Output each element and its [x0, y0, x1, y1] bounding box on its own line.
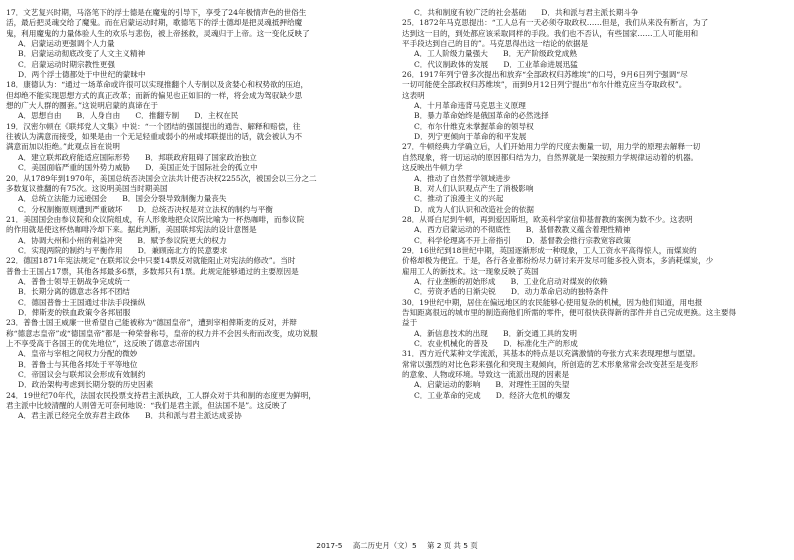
question-text-line: 常常以强烈的对比色彩来强化和突现主观倾向，所创造的艺术形象常常会改变甚至是变形 [402, 359, 699, 369]
question-text-line: 17．文艺复兴时期，马洛笔下的浮士德是在魔鬼的引导下，享受了24年极情声色的世俗生 [6, 8, 307, 17]
right-column [402, 8, 780, 401]
question-text-line: 23．普鲁士国王威廉一世希望自己能被称为“德国皇帝”，遭到宰相俾斯麦的反对，并辩 [6, 318, 297, 328]
question-text-line: 鬼，利用魔鬼的力量体验人生的欢乐与悲伤，被上帝拯救，灵魂归于上帝。这一变化反映了 [6, 28, 310, 38]
answer-option-line: A．协调大州和小州的利益冲突 B．赋予参议院更大的权力 [18, 235, 227, 245]
answer-option-line: A．思想自由 B．人身自由 C．推翻专制 D．主权在民 [18, 111, 239, 121]
question-text-line: 31．西方近代某种文学流派，其基本的特点是以充满激情的夸张方式来表现理想与愿望。 [402, 349, 701, 359]
answer-option-line: B．暴力革命始终是俄国革命的必然选择 [414, 111, 549, 121]
question-text-line: 想的广大人群的圈套。”这说明启蒙的真谛在于 [6, 101, 158, 111]
answer-option-line: A．工人阶级力量强大 B．无产阶级政党成熟 [414, 49, 577, 59]
answer-option-line: C．帝国议会与联邦议会形成有效制约 [18, 370, 146, 380]
question-text-line: 满意而加以拒绝。”此观点旨在说明 [6, 142, 120, 152]
question-text-line: 上不享受高于各国王的优先地位”，这反映了德意志帝国内 [6, 339, 200, 348]
question-text-line: 往被认为满意而接受，如果是由一个无足轻重或弱小的州或邦联提出的话，就会被认为不 [6, 132, 303, 142]
question-text-line: 活，最后把灵魂交给了魔鬼。而在启蒙运动时期，歌德笔下的浮士德却是把灵魂抵押给魔 [6, 18, 303, 28]
question-text-line: 自然现象，将一切运动的原因都归结为力，自然界就是一架按照力学规律运动着的机器。 [402, 152, 699, 162]
footer-subject: 高二历史月（文）5 [352, 541, 417, 550]
answer-option-line: D．两个浮士德都处于中世纪的蒙昧中 [18, 70, 146, 80]
answer-option-line: A．总统立法能力远逊国会 B．国会分裂导致制衡力量丧失 [18, 194, 227, 204]
answer-option-line: C．布尔什维克未掌握革命的领导权 [414, 121, 534, 131]
answer-option-line: C．工业革命的完成 D．经济大危机的爆发 [414, 390, 571, 400]
answer-option-line: C．德国普鲁士王国通过非法手段操纵 [18, 297, 146, 307]
answer-option-line: C．实现两院的制约与平衡作用 D．兼顾南北方的民意要求 [18, 245, 228, 255]
answer-option-line: A．建立联邦政府能适应国际形势 B．邦联政府阻碍了国家政治独立 [18, 152, 257, 162]
answer-option-line: A．普鲁士领导王朝战争完成统一 [18, 276, 130, 286]
answer-option-line: C．劳资矛盾的日渐尖锐 D．动力革命启动的独特条件 [414, 287, 609, 297]
footer-code: 2017-5 [316, 541, 343, 550]
question-text-line: 平手段达到自己的目的”。马克思得出这一结论的依据是 [402, 39, 589, 49]
question-text-line: 一切可能使全部政权归苏维埃”，而到9月12日列宁提出“布尔什维克应当夺取政权”。 [402, 80, 687, 90]
question-text-line: 告知距离很远的城市里的制造商他们所需的零件，便可很快获得新的部件并自己完成更换。这主要得 [402, 307, 737, 317]
question-text-line: 28．从哥白尼到牛顿，再到爱因斯坦，欧美科学家信仰基督教的案例为数不少。这表明 [402, 214, 693, 224]
answer-option-line: A．推动了自然哲学领域进步 [414, 173, 511, 183]
answer-option-line: C．启蒙运动时期宗教性更强 [18, 59, 115, 69]
answer-option-line: A．皇帝与宰相之间权力分配的微妙 [18, 349, 138, 359]
question-text-line: 25．1872年马克思提出：“工人总有一天必须夺取政权……但是，我们从来没有断言，为了 [402, 18, 709, 28]
page-footer [0, 540, 794, 551]
answer-option-line: A．西方启蒙运动的不彻底性 B．基督教教义蕴含着理性精神 [414, 225, 631, 235]
answer-option-line: C．推动了浪漫主义的兴起 [414, 194, 504, 204]
answer-option-line: A．启蒙运动更强调个人力量 [18, 39, 115, 49]
question-text-line: 22．德国1871年宪法规定“在联邦议会中只要14票反对就能阻止对宪法的修改”。当时 [6, 256, 296, 266]
answer-option-line: D．政治架构考虑到长期分裂的历史因素 [18, 380, 154, 390]
answer-option-line: D．成为人们认识和改造社会的依据 [414, 204, 534, 214]
answer-option-line: C．美国面临严重的国外势力威胁 D．美国正处于国际社会的孤立中 [18, 163, 258, 173]
question-text-line: 但却绝不能实现思想方式的真正改革；而新的偏见也正如旧的一样，将会成为驾驭缺少思 [6, 90, 303, 100]
question-text-line: 的作用就是使这杯热咖啡冷却下来。据此判断，美国联邦宪法的设计意图是 [6, 225, 257, 235]
answer-option-line: B．启蒙运动彻底改变了人文主义精神 [18, 49, 146, 59]
question-text-line: 普鲁士王国占17票，其他各邦最多6票，多数邦只有1票。此规定能够通过的主要原因是 [6, 266, 299, 276]
question-text-line: 27．牛顿经典力学确立后，人们开始用力学的尺度去衡量一切，用力学的原理去解释一切 [402, 142, 701, 152]
question-text-line: 价格却极为便宜。于是，各行各业都纷纷尽力研讨来开发尽可能多投入资本，多消耗煤炭，少 [402, 256, 714, 266]
answer-option-line: A．十月革命违背马克思主义原理 [414, 101, 526, 111]
question-text-line: 19．汉密尔顿在《联邦党人文集》中说：“一个团结的强国提出的通告、解释和赔偿，往 [6, 121, 301, 131]
answer-option-line: C．代议制政体的发展 D．工业革命进展迅猛 [414, 59, 578, 69]
question-text-line: 的意象、人物或环境。导致这一流派出现的因素是 [402, 370, 570, 380]
answer-option-line: A．行业垄断的初始形成 B．工业化启动对煤炭的依赖 [414, 276, 608, 286]
question-text-line: 这表明 [402, 90, 425, 100]
left-column [6, 8, 384, 422]
question-text-line: 18．康德认为：“通过一场革命或许很可以实现推翻个人专制以及贪婪心和权势欲的压迫， [6, 80, 309, 90]
question-text-line: 24．19世纪70年代，法国农民投票支持君主派执政，工人群众对于共和制的态度更为鲜明， [6, 390, 316, 400]
answer-option-line: B．普鲁士与其他各邦处于平等地位 [18, 359, 138, 369]
answer-option-line: B．长期分离的德意志各邦不团结 [18, 287, 130, 297]
answer-option-line: C．科学伦理离不开上帝指引 D．基督教会推行宗教宽容政策 [414, 235, 631, 245]
question-text-line: 多数复议推翻的有75次。这说明美国当时期美国 [6, 183, 168, 193]
question-text-line: 君主派中比较清醒的人则曾无可奈何地说：“我们是君主派，但法国不是”。这反映了 [6, 401, 288, 411]
question-text-line: 20．从1789年到1970年，美国总统否决国会立法共计使否决权2255次，被国会以三分之二 [6, 173, 317, 183]
answer-option-line: A．君主派已经完全放弃君主政体 B．共和派与君主派达成妥协 [18, 411, 242, 421]
question-text-line: 26．1917年列宁曾多次提出和放弃“全部政权归苏维埃”的口号，9月6日列宁强调“尽 [402, 70, 688, 80]
footer-page-info: 第 2 页 共 5 页 [427, 541, 478, 550]
question-text-line: 达到这一目的，到处都应该采取同样的手段。我们也不否认，有些国家……工人可能用和 [402, 28, 699, 38]
answer-option-line: D．俾斯麦的铁血政策令各邦屈服 [18, 307, 131, 317]
question-text-line: 29．16世纪到18世纪中期，英国逐渐形成一种现象，工人工资水平高得惊人，而煤炭的 [402, 245, 697, 255]
question-text-line: 益于 [402, 318, 418, 328]
answer-option-line: C．共和制度有较广泛的社会基础 D．共和派与君主派长期斗争 [414, 8, 639, 17]
question-text-line: 21．美国国会由参议院和众议院组成，有人形象地把众议院比喻为一杯热咖啡，而参议院 [6, 214, 305, 224]
question-text-line: 这反映出牛顿力学 [402, 163, 463, 173]
question-text-line: 雇用工人的新技术。这一现象反映了英国 [402, 266, 539, 276]
question-text-line: 30．19世纪中期，居住在偏远地区的农民能够心使用复杂的机械，因为他们知道，用电报 [402, 297, 703, 307]
question-text-line: 称“德意志皇帝”或“德国皇帝”都是一种荣誉称号，皇帝的权力并不会因头衔而改变，成功说服 [6, 328, 318, 338]
answer-option-line: B．对人们认识观点产生了消极影响 [414, 183, 534, 193]
answer-option-line: C．分权制衡原则遭到严重破坏 D．总统否决权是对立法权的制约与平衡 [18, 204, 273, 214]
answer-option-line: D．列宁更倾向于革命的和平发展 [414, 132, 527, 142]
answer-option-line: A．新信息技术的出现 B．新交通工具的发明 [414, 328, 577, 338]
answer-option-line: C．农业机械化的普及 D．标准化生产的形成 [414, 339, 578, 348]
answer-option-line: A．启蒙运动的影响 B．对理性王国的失望 [414, 380, 570, 390]
